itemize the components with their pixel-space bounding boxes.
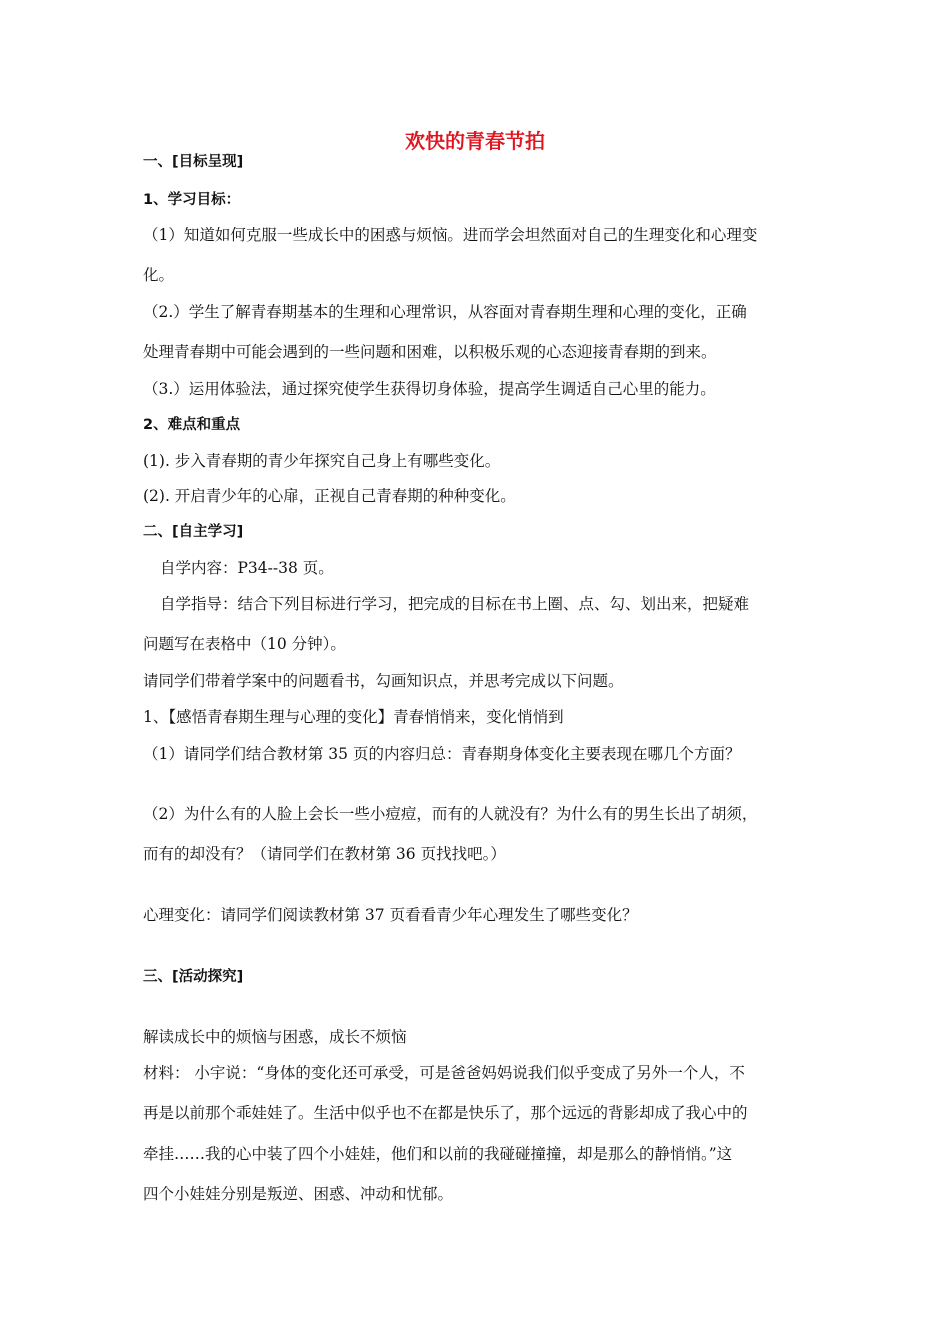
instruction: 请同学们带着学案中的问题看书，勾画知识点，并思考完成以下问题。	[143, 672, 624, 690]
material-line-4: 四个小娃娃分别是叛逆、困惑、冲动和忧郁。	[143, 1185, 454, 1203]
material-line-2: 再是以前那个乖娃娃了。生活中似乎也不在都是快乐了，那个远远的背影却成了我心中的	[143, 1104, 748, 1122]
material-line-1: 材料： 小宇说：“身体的变化还可承受，可是爸爸妈妈说我们似乎变成了另外一个人，不	[143, 1064, 745, 1082]
section-heading-activity: 三、[活动探究]	[143, 969, 244, 985]
learning-goals-heading: 1、学习目标：	[143, 192, 241, 208]
goal-1-line-1: （1）知道如何克服一些成长中的困惑与烦恼。进而学会坦然面对自己的生理变化和心理变	[143, 226, 758, 244]
question-2-line-1: （2）为什么有的人脸上会长一些小痘痘，而有的人就没有？为什么有的男生长出了胡须，	[143, 805, 758, 823]
self-study-guide-line-1: 自学指导：结合下列目标进行学习，把完成的目标在书上圈、点、勾、划出来，把疑难	[160, 595, 750, 613]
section-heading-self-study: 二、[自主学习]	[143, 524, 244, 540]
section-heading-goals: 一、[目标呈现]	[143, 154, 244, 170]
question-1: （1）请同学们结合教材第 35 页的内容归总：青春期身体变化主要表现在哪几个方面？	[143, 745, 741, 763]
self-study-content: 自学内容：P34--38 页。	[160, 559, 334, 577]
self-study-guide-line-2: 问题写在表格中（10 分钟）。	[143, 635, 346, 653]
goal-2-line-2: 处理青春期中可能会遇到的一些问题和困难，以积极乐观的心态迎接青春期的到来。	[143, 343, 717, 361]
psychological-change-question: 心理变化：请同学们阅读教材第 37 页看看青少年心理发生了哪些变化？	[143, 906, 638, 924]
document-title: 欢快的青春节拍	[405, 129, 545, 153]
activity-topic: 解读成长中的烦恼与困惑，成长不烦恼	[143, 1028, 407, 1046]
key-points-heading: 2、难点和重点	[143, 417, 241, 433]
question-2-line-2: 而有的却没有？（请同学们在教材第 36 页找找吧。）	[143, 845, 506, 863]
key-point-2: (2). 开启青少年的心扉，正视自己青春期的种种变化。	[143, 487, 516, 505]
material-line-3: 牵挂……我的心中装了四个小娃娃，他们和以前的我碰碰撞撞，却是那么的静悄悄。”这	[143, 1145, 733, 1163]
goal-2-line-1: （2.）学生了解青春期基本的生理和心理常识，从容面对青春期生理和心理的变化，正确	[143, 303, 747, 321]
key-point-1: (1). 步入青春期的青少年探究自己身上有哪些变化。	[143, 452, 501, 470]
goal-1-line-2: 化。	[143, 266, 175, 284]
goal-3: （3.）运用体验法，通过探究使学生获得切身体验，提高学生调适自己心里的能力。	[143, 380, 716, 398]
topic-1: 1、【感悟青春期生理与心理的变化】青春悄悄来，变化悄悄到	[143, 708, 564, 726]
